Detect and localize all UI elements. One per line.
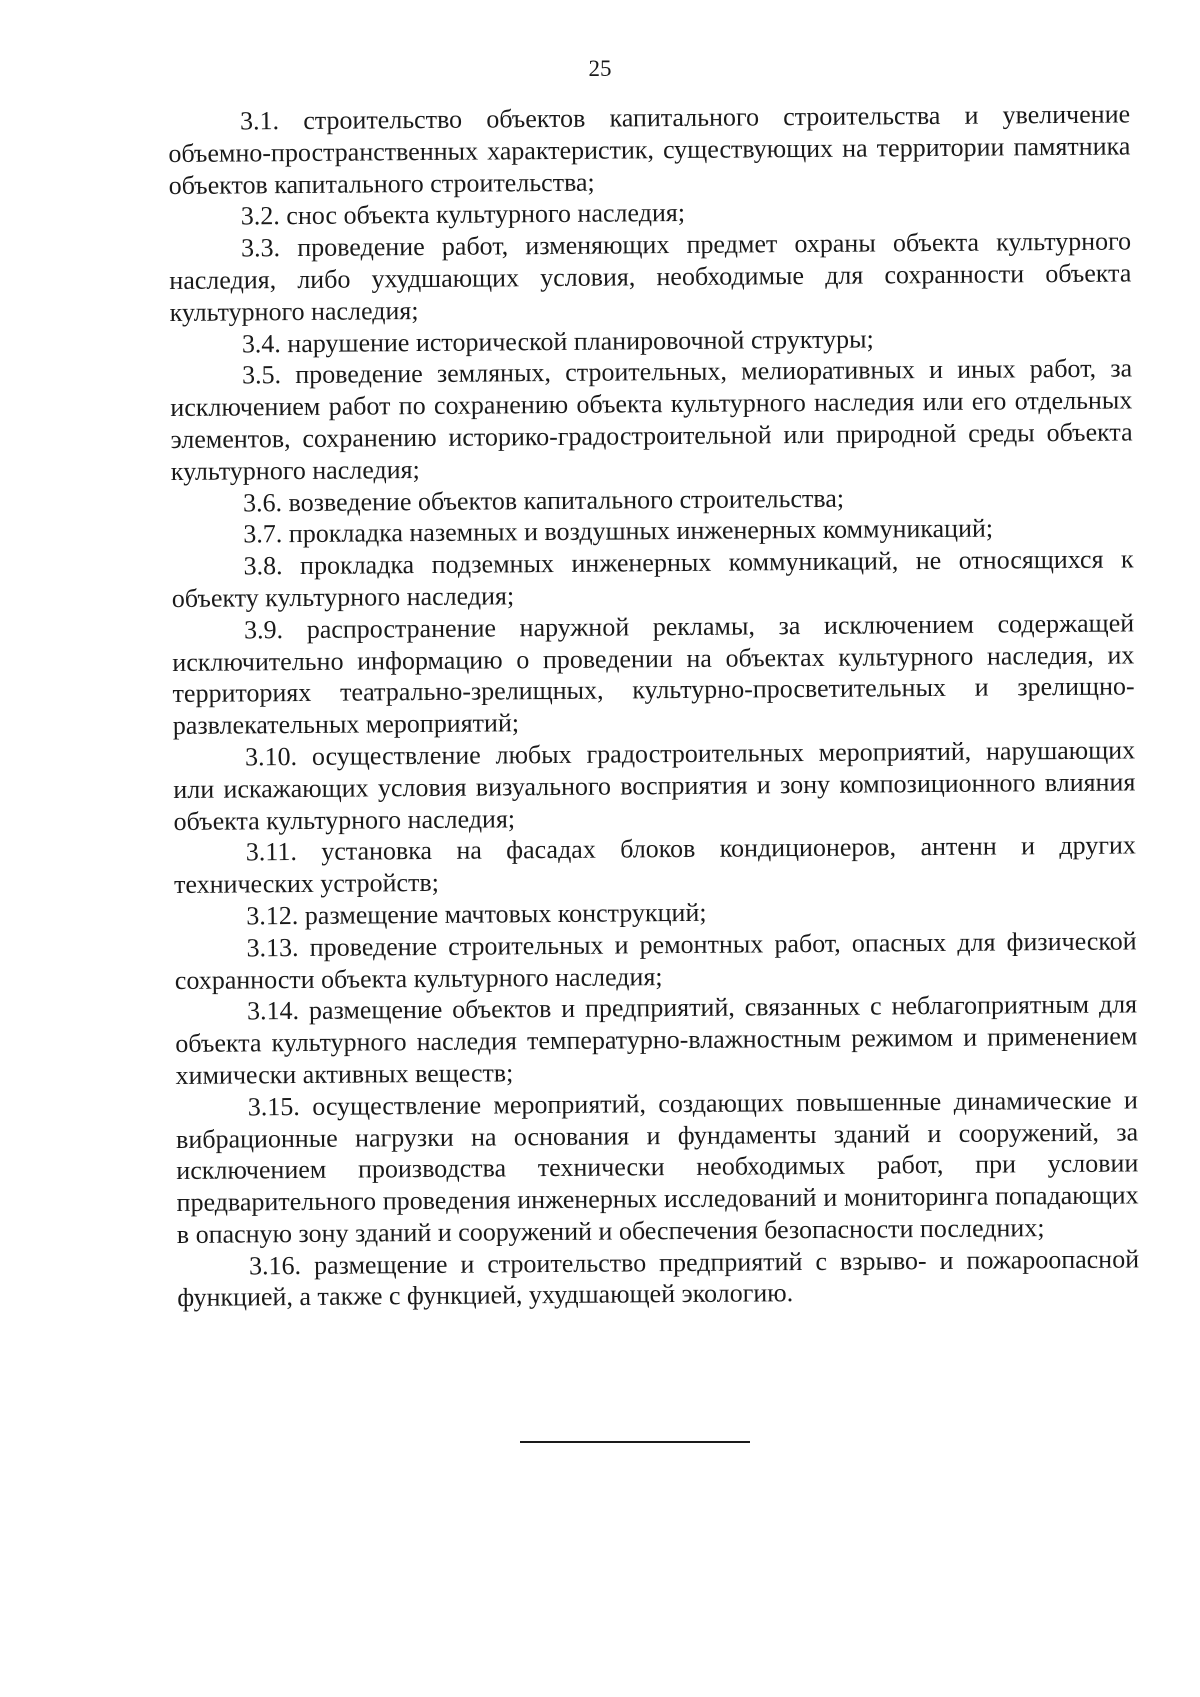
list-item: 3.1. строительство объектов капитального строительства и увеличение объемно-пространственных характеристик, существующих на территории памятника объектов капитального строительства; (168, 99, 1131, 200)
list-item: 3.12. размещение мачтовых конструкций; (246, 897, 707, 931)
list-item: 3.5. проведение земляных, строительных, мелиоративных и иных работ, за исключением работ по сохранению объекта культурного наследия или его отдельных элементов, сохранению историко-градостроительной или природной среды объекта культурного наследия; (170, 353, 1133, 486)
list-item: 3.4. нарушение исторической планировочной структуры; (241, 324, 874, 359)
end-separator-line (520, 1441, 750, 1443)
list-item: 3.8. прокладка подземных инженерных коммуникаций, не относящихся к объекту культурного наследия; (171, 544, 1134, 613)
list-item: 3.3. проведение работ, изменяющих предмет охраны объекта культурного наследия, либо ухудшающих условия, необходимые для сохранности объекта культурного наследия; (169, 226, 1132, 327)
list-item: 3.6. возведение объектов капитального строительства; (243, 483, 845, 517)
list-item: 3.11. установка на фасадах блоков кондиционеров, антенн и других технических устройств; (174, 830, 1136, 900)
list-item: 3.2. снос объекта культурного наследия; (240, 198, 686, 231)
list-item: 3.9. распространение наружной рекламы, за исключением содержащей исключительно информацию о проведении на объектах культурного наследия, их территориях театрально-зрелищных, культурно-просветительных и зрелищно-развлекательных мероприятий; (172, 608, 1135, 741)
list-item: 3.14. размещение объектов и предприятий, связанных с неблагоприятным для объекта культурного наследия температурно-влажностным режимом и применением химически активных веществ; (175, 989, 1138, 1090)
document-body (168, 98, 1139, 1314)
list-item: 3.10. осуществление любых градостроительных мероприятий, нарушающих или искажающих условия визуального восприятия и зону композиционного влияния объекта культурного наследия; (173, 735, 1136, 836)
page-number: 25 (588, 56, 612, 81)
list-item: 3.15. осуществление мероприятий, создающих повышенные динамические и вибрационные нагрузки на основания и фундаменты зданий и сооружений, за исключением производства технически необходимых работ, при условии предварительного проведения инженерных исследований и мониторинга попадающих в опасную зону зданий и сооружений и обеспечения безопасности последних; (175, 1085, 1139, 1249)
list-item: 3.13. проведение строительных и ремонтных работ, опасных для физической сохранности объекта культурного наследия; (174, 926, 1137, 995)
list-item: 3.16. размещение и строительство предприятий с взрыво- и пожароопасной функцией, а также с функцией, ухудшающей экологию. (177, 1244, 1140, 1313)
list-item: 3.7. прокладка наземных и воздушных инженерных коммуникаций; (243, 513, 994, 549)
